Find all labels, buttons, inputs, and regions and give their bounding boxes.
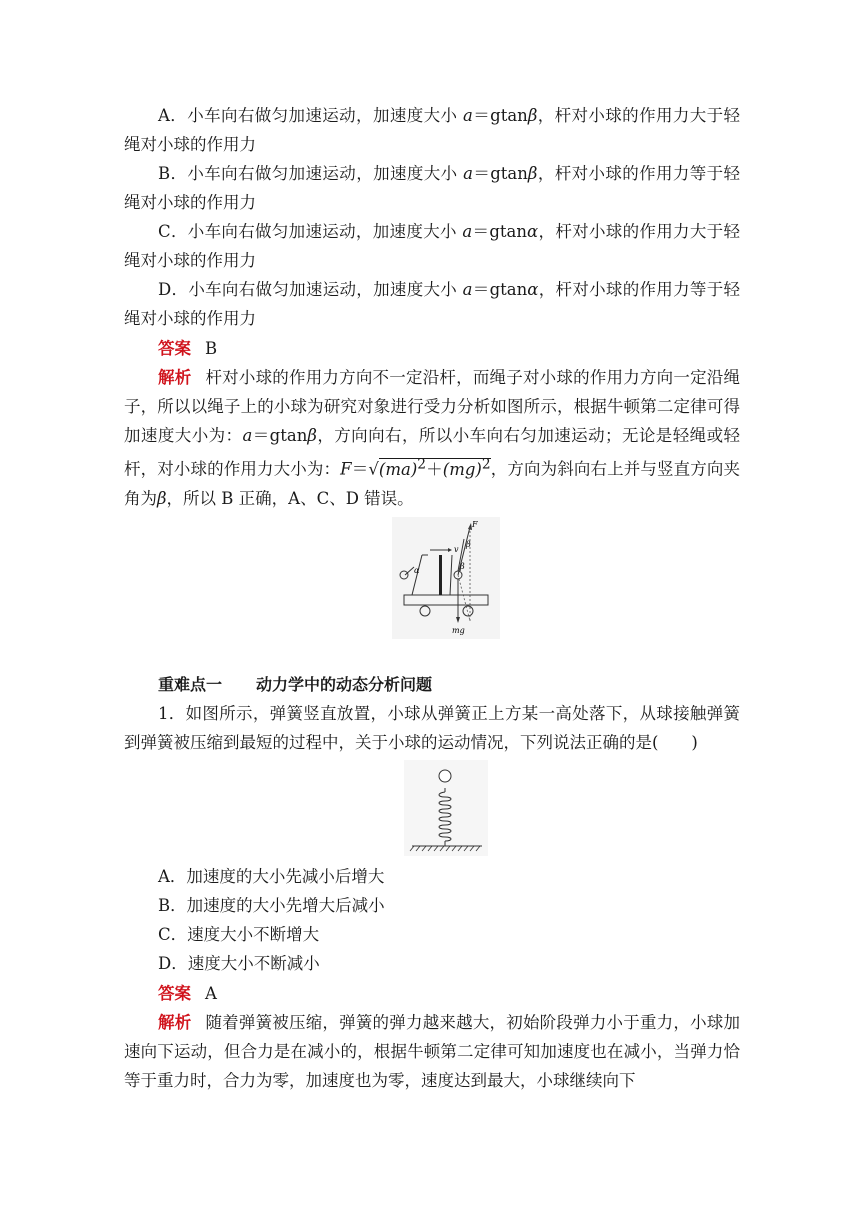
option-b: B．小车向右做匀加速运动，加速度大小 a＝gtanβ，杆对小球的作用力等于轻绳对小球的作用力 (124, 164, 741, 212)
section-title: 动力学中的动态分析问题 (256, 675, 433, 694)
answer-tag: 答案 (158, 339, 191, 358)
option-c: C．小车向右做匀加速运动，加速度大小 a＝gtanα，杆对小球的作用力大于轻绳对小球的作用力 (124, 222, 740, 270)
q1-option-b: B．加速度的大小先增大后减小 (158, 896, 385, 915)
beta-label-top: β (466, 540, 471, 549)
force-label: F (472, 520, 478, 529)
answer-line-prev (158, 334, 217, 363)
analysis-tag: 解析 (158, 368, 192, 387)
beta-label-bottom: β (460, 562, 465, 571)
spring-diagram (404, 760, 488, 856)
answer-value: B (205, 339, 218, 358)
cart-force-diagram (392, 517, 500, 639)
analysis-prev: 解析 杆对小球的作用力方向不一定沿杆，而绳子对小球的作用力方向一定沿绳子，所以以绳子上的小球为研究对象进行受力分析如图所示，根据牛顿第二定律可得加速度大小为：a＝gtanβ，方向向右，所以小车向右匀加速运动；无论是轻绳或轻杆，对小球的作用力大小为：F＝√(ma)$^2$＋(mg)$^2$，方向为斜向右上并与竖直方向夹角为β，所以 B 正确，A、C、D 错误。 (124, 368, 741, 508)
answer-value: A (205, 984, 217, 1003)
q1-option-c: C．速度大小不断增大 (158, 925, 320, 944)
alpha-label: α (414, 566, 420, 575)
gravity-label: mg (452, 626, 465, 635)
answer-tag: 答案 (158, 984, 191, 1003)
analysis-tag: 解析 (158, 1013, 192, 1032)
analysis-q1: 解析 随着弹簧被压缩，弹簧的弹力越来越大，初始阶段弹力小于重力，小球加速向下运动，但合力是在减小的，根据牛顿第二定律可知加速度也在减小，当弹力恰等于重力时，合力为零，加速度也为零，速度达到最大，小球继续向下 (124, 1013, 741, 1090)
section-heading (158, 670, 432, 699)
question-1-stem: 1．如图所示，弹簧竖直放置，小球从弹簧正上方某一高处落下，从球接触弹簧到弹簧被压缩到最短的过程中，关于小球的运动情况，下列说法正确的是( ) (124, 704, 740, 752)
section-number: 重难点一 (158, 675, 223, 694)
option-a: A．小车向右做匀加速运动，加速度大小 a＝gtanβ，杆对小球的作用力大于轻绳对小球的作用力 (124, 106, 741, 154)
velocity-label: v (454, 545, 459, 554)
q1-option-d: D．速度大小不断减小 (158, 954, 320, 973)
q1-option-a: A．加速度的大小先减小后增大 (158, 867, 385, 886)
answer-line-q1 (158, 979, 217, 1008)
option-d: D．小车向右做匀加速运动，加速度大小 a＝gtanα，杆对小球的作用力等于轻绳对小球的作用力 (124, 280, 741, 328)
